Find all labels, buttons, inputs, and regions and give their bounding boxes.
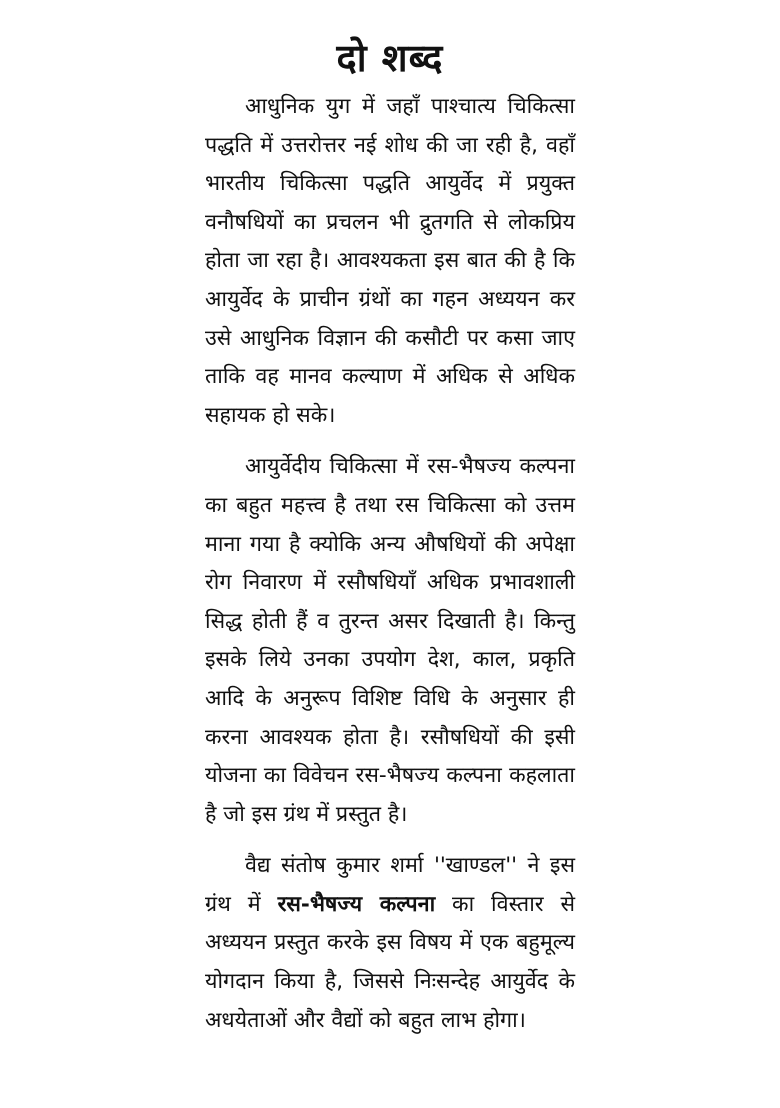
body-text bbox=[205, 88, 575, 1040]
paragraph-2: आयुर्वेदीय चिकित्सा में रस-भैषज्य कल्पना का बहुत महत्त्व है तथा रस चिकित्सा को उत्तम माना गया है क्योकि अन्य औषधियों की अपेक्षा रोग निवारण में रसौषधियाँ अधिक प्रभावशाली सिद्ध होती हैं व तुरन्त असर दिखाती है। किन्तु इसके लिये उनका उपयोग देश, काल, प्रकृति आदि के अनुरूप विशिष्ट विधि के अनुसार ही करना आवश्यक होता है। रसौषधियों की इसी योजना का विवेचन रस-भैषज्य कल्पना कहलाता है जो इस ग्रंथ में प्रस्तुत है। bbox=[205, 454, 575, 827]
paragraph-3-text-after: का विस्तार से अध्ययन प्रस्तुत करके इस विषय में एक बहुमूल्य योगदान किया है, जिससे निःसन्देह आयुर्वेद के अधयेताओं और वैद्यों को बहुत लाभ होगा। bbox=[205, 891, 576, 1033]
page-title: दो शब्द bbox=[336, 36, 444, 80]
paragraph-1: आधुनिक युग में जहाँ पाश्चात्य चिकित्सा पद्धति में उत्तरोत्तर नई शोध की जा रही है, वहाँ भारतीय चिकित्सा पद्धति आयुर्वेद में प्रयुक्त वनौषधियों का प्रचलन भी द्रुतगति से लोकप्रिय होता जा रहा है। आवश्यकता इस बात की है कि आयुर्वेद के प्राचीन ग्रंथों का गहन अध्ययन कर उसे आधुनिक विज्ञान की कसौटी पर कसा जाए ताकि वह मानव कल्याण में अधिक से अधिक सहायक हो सके। bbox=[205, 94, 575, 428]
paragraph-3-text-before: वैद्य संतोष कुमार शर्मा ''खाण्डल'' ने इस ग्रंथ में bbox=[205, 853, 575, 917]
paragraph-3 bbox=[205, 847, 575, 1040]
book-title-bold: रस-भैषज्य कल्पना bbox=[277, 891, 436, 917]
